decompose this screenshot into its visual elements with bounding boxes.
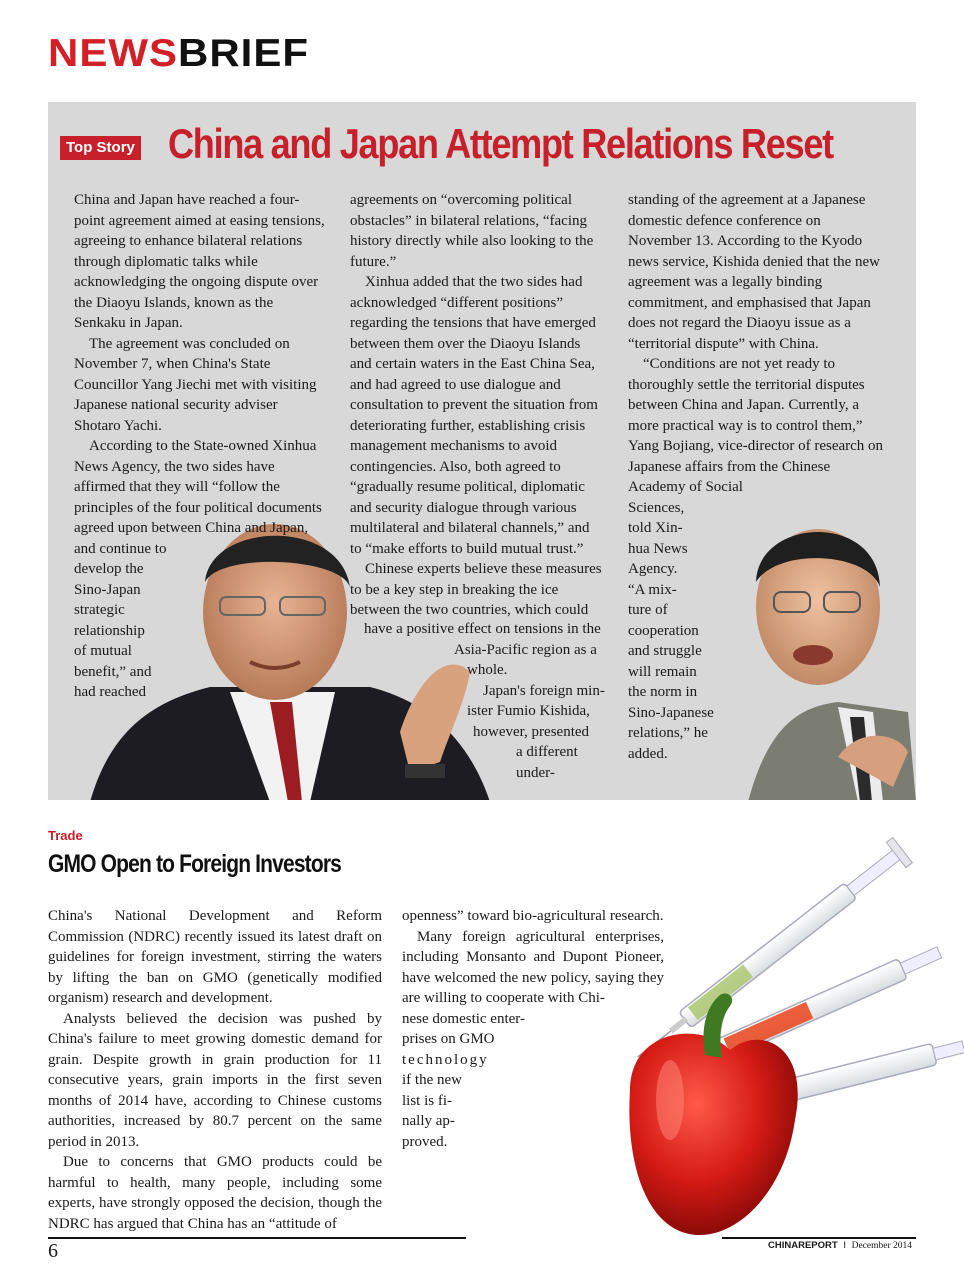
text-line: hua News bbox=[628, 540, 688, 557]
paragraph: Many foreign agricultural enterprises, including Monsanto and Dupont Pioneer, have welcomed the new policy, saying they are willing to cooperate with Chi- bbox=[402, 928, 664, 1006]
page-number: 6 bbox=[48, 1240, 58, 1262]
publication-name: CHINAREPORT bbox=[768, 1240, 838, 1251]
text-line: relations,” he bbox=[628, 725, 708, 741]
masthead-brief: BRIEF bbox=[178, 31, 309, 75]
top-story-column-2 bbox=[350, 190, 604, 621]
wrapped-lines bbox=[74, 539, 326, 703]
text-line: prises on GMO bbox=[402, 1031, 495, 1047]
text-line: nally ap- bbox=[402, 1113, 455, 1129]
top-story-tag: Top Story bbox=[60, 136, 141, 160]
masthead-news: NEWS bbox=[48, 31, 178, 75]
trade-headline: GMO Open to Foreign Investors bbox=[48, 850, 342, 878]
text-line: Japan's foreign min- bbox=[483, 682, 605, 699]
text-line: however, presented bbox=[473, 723, 590, 740]
wrapped-lines bbox=[628, 498, 886, 765]
paragraph: openness” toward bio-agricultural research. bbox=[402, 908, 664, 924]
text-line: relationship bbox=[74, 622, 145, 639]
masthead bbox=[48, 31, 309, 75]
section-label-trade: Trade bbox=[48, 828, 83, 843]
text-line: if the new bbox=[402, 1072, 462, 1088]
text-line: the norm in bbox=[628, 684, 698, 700]
top-story-column-2-wrap bbox=[350, 619, 606, 783]
text-line: Sino-Japanese bbox=[628, 704, 714, 721]
footer-separator: I bbox=[843, 1240, 846, 1251]
text-line: whole. bbox=[467, 662, 508, 678]
text-line: have a positive effect on tensions in the bbox=[364, 621, 601, 637]
text-line: ister Fumio Kishida, bbox=[467, 703, 590, 719]
text-line: nese domestic enter- bbox=[402, 1010, 525, 1027]
text-line: Asia-Pacific region as a bbox=[454, 641, 597, 658]
footer-rule bbox=[48, 1237, 466, 1239]
text-line: list is fi- bbox=[402, 1092, 453, 1109]
text-line: had reached bbox=[74, 684, 147, 700]
issue-date: December 2014 bbox=[851, 1241, 912, 1251]
text-line: strategic bbox=[74, 602, 125, 618]
text-line: Sciences, bbox=[628, 499, 685, 516]
text-line: cooperation bbox=[628, 622, 699, 639]
text-line: told Xin- bbox=[628, 520, 683, 536]
text-line: develop the bbox=[74, 561, 144, 577]
paragraph: standing of the agreement at a Japanese domestic defence conference on November 13. According to the Kyodo news service, Kishida denied that the new agreement was a legally binding commitment, and emphasised that Japan does not regard the Diaoyu issue as a “territorial dispute” with China. bbox=[628, 192, 881, 352]
text-line: ture of bbox=[628, 602, 668, 618]
footer-publication bbox=[768, 1240, 912, 1251]
top-story-column-3 bbox=[628, 190, 886, 764]
text-line: a different under- bbox=[516, 744, 578, 781]
text-line: Sino-Japan bbox=[74, 581, 141, 598]
paragraph: The agreement was concluded on November 7, when China's State Councillor Yang Jiechi met with visiting Japanese national security adviser Shotaro Yachi. bbox=[74, 335, 317, 434]
paragraph: China and Japan have reached a four-point agreement aimed at easing tensions, agreeing to enhance bilateral relations through diplomatic talks while acknowledging the ongoing dispute over the Diaoyu Islands, known as the Senkaku in Japan. bbox=[74, 192, 325, 331]
top-story-headline: China and Japan Attempt Relations Reset bbox=[168, 120, 833, 167]
paragraph: agreements on “overcoming political obstacles” in bilateral relations, “facing history directly while also looking to the future.” bbox=[350, 192, 594, 270]
paragraph: Analysts believed the decision was pushed by China's failure to meet growing domestic demand for grain. Despite growth in grain production for 11 consecutive years, grain imports in the first seven months of 2014 have, according to Chinese customs authorities, increased by 80.7 percent on the same period in 2013. bbox=[48, 1010, 382, 1150]
paragraph: According to the State-owned Xinhua News Agency, the two sides have affirmed that they will “follow the principles of the four political documents agreed upon between China and Japan, bbox=[74, 438, 322, 536]
text-line: and struggle bbox=[628, 643, 702, 659]
text-line: will remain bbox=[628, 663, 697, 680]
text-line: and continue to bbox=[74, 540, 167, 557]
text-line: benefit,” and bbox=[74, 663, 152, 680]
trade-column-2 bbox=[402, 906, 664, 1152]
text-line: “A mix- bbox=[628, 581, 677, 598]
trade-column-1 bbox=[48, 906, 382, 1234]
text-line: Agency. bbox=[628, 561, 678, 577]
wrapped-lines bbox=[402, 1009, 664, 1153]
footer-rule bbox=[722, 1237, 916, 1239]
paragraph: Chinese experts believe these measures to be a key step in breaking the ice between the two countries, which could bbox=[350, 561, 602, 618]
paragraph: Due to concerns that GMO products could be harmful to health, many people, including some experts, have strongly opposed the decision, though the NDRC has argued that China has an “attitude of bbox=[48, 1154, 382, 1232]
paragraph: “Conditions are not yet ready to thoroughly settle the territorial disputes between China and Japan. Currently, a more practical way is to control them,” Yang Bojiang, vice-director of research on Japanese affairs from the Chinese Academy of Social bbox=[628, 356, 884, 495]
text-line: of mutual bbox=[74, 643, 132, 659]
text-line: proved. bbox=[402, 1133, 448, 1150]
text-line: technology bbox=[402, 1051, 489, 1068]
paragraph: China's National Development and Reform Commission (NDRC) recently issued its latest draft on guidelines for foreign investment, stirring the waters by lifting the ban on GMO (genetically modified organism) research and development. bbox=[48, 908, 382, 1006]
paragraph: Xinhua added that the two sides had acknowledged “different positions” regarding the tensions that have emerged between them over the Diaoyu Islands and certain waters in the East China Sea, and had agreed to use dialogue and consultation to prevent the situation from deteriorating further, establishing crisis management mechanisms to avoid contingencies. Also, both agreed to “gradually resume political, diplomatic and security dialogue through various multilateral and bilateral channels,” and to “make efforts to build mutual trust.” bbox=[350, 274, 598, 557]
text-line: added. bbox=[628, 745, 668, 762]
top-story-column-1 bbox=[74, 190, 326, 703]
